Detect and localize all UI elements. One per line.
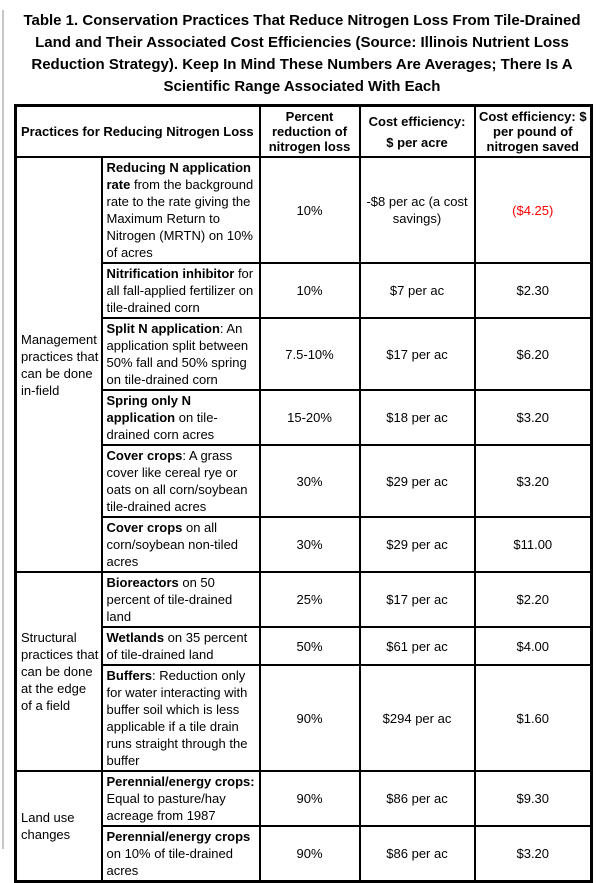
percent-reduction-cell: 50% [260, 627, 360, 665]
percent-reduction-cell: 90% [260, 771, 360, 826]
conservation-practices-table [14, 104, 593, 883]
cost-per-acre-cell: $294 per ac [360, 665, 475, 771]
cost-per-pound-cell: $2.30 [475, 263, 592, 318]
practice-description: on tile-drained corn acres [106, 410, 218, 442]
percent-reduction-cell: 10% [260, 263, 360, 318]
table-row [16, 826, 592, 882]
practice-name: Nitrification inhibitor [106, 266, 235, 281]
practice-cell [102, 826, 260, 882]
practice-name: Buffers [106, 668, 153, 683]
practice-name: Cover crops [106, 520, 183, 535]
practice-cell [102, 572, 260, 627]
practice-cell [102, 627, 260, 665]
practice-cell [102, 665, 260, 771]
percent-reduction-cell: 15-20% [260, 390, 360, 445]
page-edge-line [2, 10, 4, 849]
cost-per-acre-cell: $7 per ac [360, 263, 475, 318]
cost-per-acre-cell: $86 per ac [360, 826, 475, 882]
practice-cell [102, 318, 260, 390]
practice-description: on 35 percent of tile-drained land [106, 630, 248, 662]
cost-per-acre-cell: $29 per ac [360, 445, 475, 517]
practice-description: on all corn/soybean non-tiled acres [106, 520, 239, 569]
practice-description: on 10% of tile-drained acres [106, 846, 233, 878]
cost-per-acre-cell: $17 per ac [360, 572, 475, 627]
practice-cell [102, 263, 260, 318]
table-row [16, 517, 592, 572]
practice-cell [102, 157, 260, 263]
cost-per-pound-cell: $1.60 [475, 665, 592, 771]
practice-description: for all fall-applied fertilizer on tile-drained corn [106, 266, 254, 315]
cost-per-acre-cell: $86 per ac [360, 771, 475, 826]
percent-reduction-cell: 10% [260, 157, 360, 263]
practice-name: Split N application [106, 321, 220, 336]
cost-per-pound-cell: $2.20 [475, 572, 592, 627]
cost-per-pound-cell: $3.20 [475, 390, 592, 445]
percent-reduction-cell: 25% [260, 572, 360, 627]
header-practices: Practices for Reducing Nitrogen Loss [16, 106, 260, 158]
practice-name: Perennial/energy crops: [106, 774, 255, 789]
cost-per-pound-cell: ($4.25) [475, 157, 592, 263]
header-cost-per-acre: Cost efficiency: $ per acre [360, 106, 475, 158]
table-row [16, 263, 592, 318]
practice-name: Bioreactors [106, 575, 179, 590]
cost-per-pound-cell: $11.00 [475, 517, 592, 572]
practice-name: Wetlands [106, 630, 165, 645]
cost-per-acre-cell: $61 per ac [360, 627, 475, 665]
practice-description: : Reduction only for water interacting with buffer soil which is less applicable if a tile drain runs straight through the buffer [106, 668, 248, 768]
group-label-management: Management practices that can be done in-field [16, 157, 102, 572]
cost-per-pound-cell: $3.20 [475, 445, 592, 517]
percent-reduction-cell: 7.5-10% [260, 318, 360, 390]
practice-cell [102, 517, 260, 572]
percent-reduction-cell: 90% [260, 826, 360, 882]
cost-per-pound-cell: $3.20 [475, 826, 592, 882]
practice-cell [102, 771, 260, 826]
practice-name: Cover crops [106, 448, 183, 463]
percent-reduction-cell: 30% [260, 517, 360, 572]
table-row [16, 445, 592, 517]
cost-per-acre-cell: $17 per ac [360, 318, 475, 390]
table-row [16, 572, 592, 627]
table-row [16, 157, 592, 263]
header-row [16, 106, 592, 158]
practice-cell [102, 390, 260, 445]
cost-per-pound-cell: $9.30 [475, 771, 592, 826]
percent-reduction-cell: 30% [260, 445, 360, 517]
practice-name: Perennial/energy crops [106, 829, 251, 844]
practice-name: Reducing N application rate [106, 160, 251, 192]
table-title: Table 1. Conservation Practices That Reduce Nitrogen Loss From Tile-Drained Land and Their Associated Cost Efficiencies (Source: Illinois Nutrient Loss Reduction Strategy). Keep In Mind These Numbers Are Averages; There Is A Scientific Range Associated With Each [23, 12, 581, 95]
group-label-land-use: Land use changes [16, 771, 102, 882]
practice-description: on 50 percent of tile-drained land [106, 575, 233, 624]
practice-description: Equal to pasture/hay acreage from 1987 [106, 791, 226, 823]
practice-description: : An application split between 50% fall and 50% spring on tile-drained corn [106, 321, 249, 387]
practice-name: Spring only N application [106, 393, 191, 425]
header-percent-reduction: Percent reduction of nitrogen loss [260, 106, 360, 158]
cost-per-pound-cell: $4.00 [475, 627, 592, 665]
cost-per-acre-cell: $18 per ac [360, 390, 475, 445]
cost-per-acre-cell: $29 per ac [360, 517, 475, 572]
practice-description: from the background rate to the rate giving the Maximum Return to Nitrogen (MRTN) on 10% of acres [106, 177, 254, 260]
table-row [16, 627, 592, 665]
table-row [16, 771, 592, 826]
cost-per-pound-cell: $6.20 [475, 318, 592, 390]
table-row [16, 665, 592, 771]
table-row [16, 390, 592, 445]
group-label-structural: Structural practices that can be done at the edge of a field [16, 572, 102, 771]
percent-reduction-cell: 90% [260, 665, 360, 771]
cost-per-acre-cell: -$8 per ac (a cost savings) [360, 157, 475, 263]
practice-description: : A grass cover like cereal rye or oats on all corn/soybean tile-drained acres [106, 448, 248, 514]
table-row [16, 318, 592, 390]
practice-cell [102, 445, 260, 517]
header-cost-per-pound: Cost efficiency: $ per pound of nitrogen saved [475, 106, 592, 158]
